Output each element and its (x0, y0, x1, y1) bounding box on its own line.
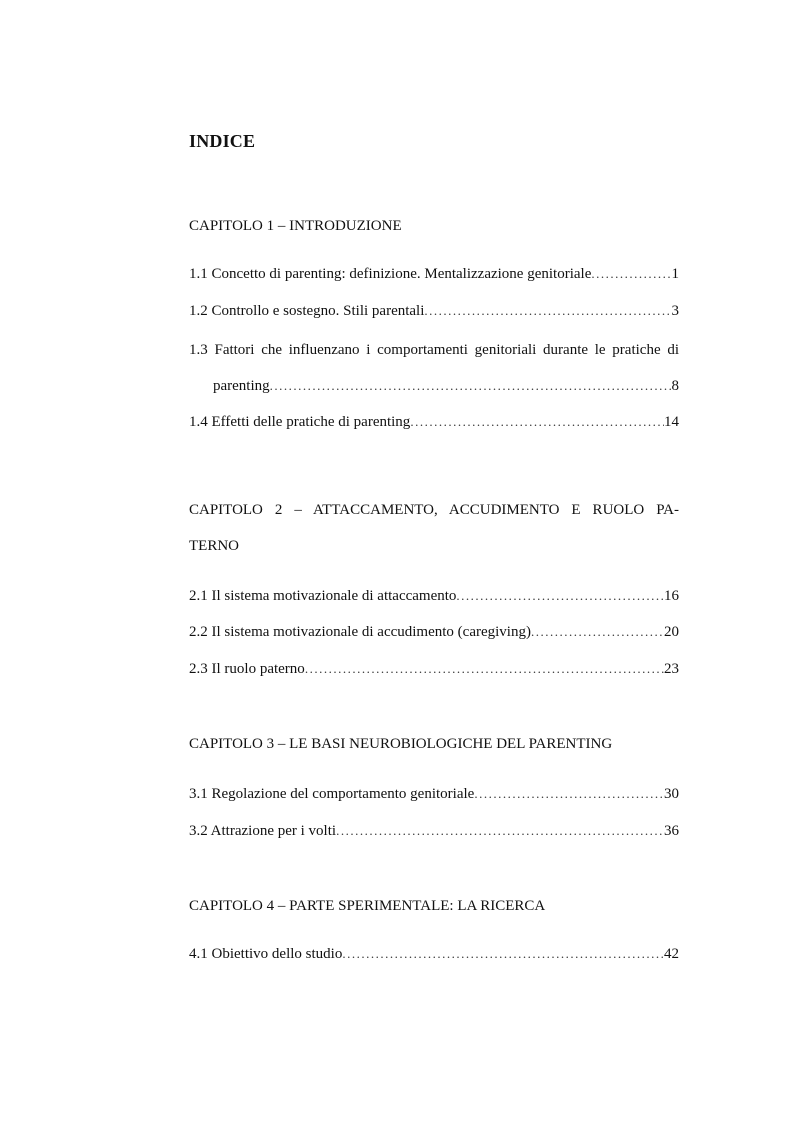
toc-entry-page: 20 (664, 624, 679, 640)
toc-entry-1-3-line1[interactable]: 1.3 Fattori che influenzano i comportamenti genitoriali durante le pratiche di (189, 342, 679, 358)
dot-leader (456, 588, 664, 604)
toc-entry-label: 3.2 Attrazione per i volti (189, 823, 337, 839)
toc-entry-1-1[interactable] (189, 266, 679, 288)
toc-entry-1-4[interactable] (189, 414, 679, 436)
toc-entry-page: 30 (664, 786, 679, 802)
dot-leader (342, 946, 664, 962)
chapter-heading-3: CAPITOLO 3 – LE BASI NEUROBIOLOGICHE DEL PARENTING (189, 736, 613, 752)
toc-entry-label: 1.4 Effetti delle pratiche di parenting (189, 414, 411, 430)
toc-entry-label: 2.2 Il sistema motivazionale di accudimento (caregiving) (189, 624, 531, 640)
toc-entry-page: 3 (671, 303, 679, 319)
toc-entry-page: 8 (671, 378, 679, 394)
toc-entry-2-1[interactable] (189, 588, 679, 610)
dot-leader (591, 266, 671, 282)
page-title: INDICE (189, 131, 256, 151)
toc-entry-page: 23 (664, 661, 679, 677)
toc-entry-label: 3.1 Regolazione del comportamento genitoriale (189, 786, 475, 802)
chapter-heading-4: CAPITOLO 4 – PARTE SPERIMENTALE: LA RICERCA (189, 898, 546, 914)
toc-entry-label: 4.1 Obiettivo dello studio (189, 946, 343, 962)
toc-entry-page: 36 (664, 823, 679, 839)
toc-entry-label: 2.1 Il sistema motivazionale di attaccamento (189, 588, 457, 604)
toc-entry-label: 1.2 Controllo e sostegno. Stili parentali (189, 303, 425, 319)
chapter-heading-2 (189, 492, 679, 564)
toc-entry-2-3[interactable] (189, 661, 679, 683)
toc-entry-label: 2.3 Il ruolo paterno (189, 661, 305, 677)
toc-entry-1-2[interactable] (189, 303, 679, 325)
dot-leader (336, 823, 664, 839)
toc-entry-page: 14 (664, 414, 679, 430)
toc-entry-page: 16 (664, 588, 679, 604)
toc-entry-page: 1 (671, 266, 679, 282)
dot-leader (474, 786, 664, 802)
dot-leader (410, 414, 664, 430)
toc-entry-3-2[interactable] (189, 823, 679, 845)
toc-entry-1-3[interactable] (213, 378, 679, 400)
toc-entry-4-1[interactable] (189, 946, 679, 968)
chapter-heading-1: CAPITOLO 1 – INTRODUZIONE (189, 218, 402, 234)
dot-leader (270, 378, 672, 394)
chapter-heading-2-line1: CAPITOLO 2 – ATTACCAMENTO, ACCUDIMENTO E RUOLO PA- (189, 502, 679, 518)
toc-entry-2-2[interactable] (189, 624, 679, 646)
dot-leader (424, 303, 671, 319)
toc-entry-page: 42 (664, 946, 679, 962)
toc-entry-3-1[interactable] (189, 786, 679, 808)
chapter-heading-2-line2: TERNO (189, 538, 239, 554)
toc-entry-label: parenting (213, 378, 270, 394)
dot-leader (531, 624, 664, 640)
toc-entry-label: 1.1 Concetto di parenting: definizione. Mentalizzazione genitoriale (189, 266, 592, 282)
dot-leader (305, 661, 664, 677)
